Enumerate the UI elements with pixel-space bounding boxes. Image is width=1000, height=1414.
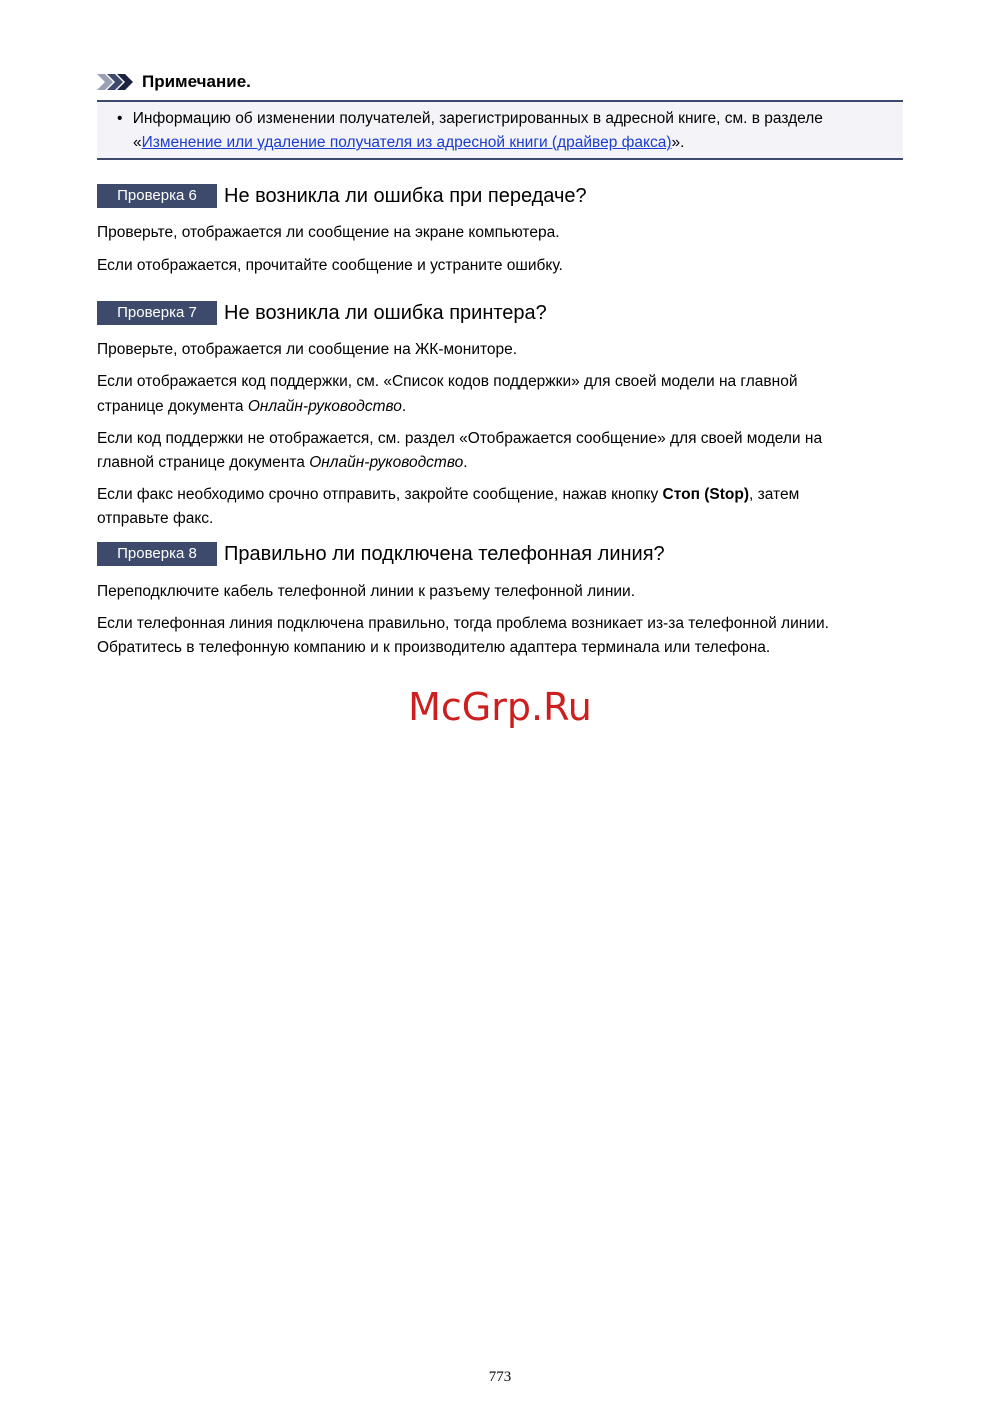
note-title: Примечание.: [142, 72, 251, 91]
paragraph: Если отображается код поддержки, см. «Список кодов поддержки» для своей модели на главной: [97, 373, 798, 390]
bullet: •: [117, 110, 123, 127]
text: странице документа: [97, 398, 248, 415]
text: .: [463, 454, 468, 471]
manual-title: Онлайн-руководство: [247, 398, 402, 415]
stop-button-name: Стоп (Stop): [662, 486, 750, 503]
note-text: Информацию об изменении получателей, зарегистрированных в адресной книге, см. в разделе: [132, 110, 823, 127]
paragraph: Если отображается, прочитайте сообщение и устраните ошибку.: [97, 257, 563, 274]
check-title: Не возникла ли ошибка принтера?: [224, 301, 547, 324]
check-title: Не возникла ли ошибка при передаче?: [224, 184, 587, 207]
text: главной странице документа: [97, 454, 310, 471]
manual-title: Онлайн-руководство: [309, 454, 464, 471]
text: , затем: [749, 486, 800, 503]
double-chevron-note-icon: [97, 72, 137, 92]
check-badge: Проверка 8: [97, 542, 217, 566]
paragraph: Если телефонная линия подключена правильно, тогда проблема возникает из-за телефонной линии.: [97, 615, 829, 632]
note-link[interactable]: Изменение или удаление получателя из адресной книги (драйвер факса): [141, 134, 672, 151]
paragraph: [97, 451, 468, 475]
paragraph: Если код поддержки не отображается, см. раздел «Отображается сообщение» для своей модели на: [97, 430, 823, 447]
paragraph: Переподключите кабель телефонной линии к разъему телефонной линии.: [97, 583, 635, 600]
note-box: [97, 100, 903, 160]
paragraph: [97, 483, 799, 507]
check-title: Правильно ли подключена телефонная линия?: [224, 542, 665, 565]
watermark: McGrp.Ru: [408, 685, 592, 729]
text: .: [401, 398, 407, 415]
note-header: [97, 72, 251, 92]
paragraph: отправьте факс.: [97, 510, 214, 527]
paragraph: Обратитесь в телефонную компанию и к производителю адаптера терминала или телефона.: [97, 639, 771, 656]
paragraph: Проверьте, отображается ли сообщение на экране компьютера.: [97, 224, 560, 241]
note-text-line-2: [133, 133, 684, 153]
check-7-heading: [97, 301, 547, 325]
note-text-line-1: [117, 109, 823, 129]
check-8-heading: [97, 542, 665, 566]
open-quote: «: [133, 134, 142, 151]
page-number: 773: [488, 1369, 512, 1385]
paragraph: Проверьте, отображается ли сообщение на ЖК-мониторе.: [97, 341, 518, 358]
check-6-heading: [97, 184, 587, 208]
text: Если факс необходимо срочно отправить, закройте сообщение, нажав кнопку: [97, 486, 663, 503]
check-badge: Проверка 6: [97, 184, 217, 208]
paragraph: [97, 395, 406, 419]
check-badge: Проверка 7: [97, 301, 217, 325]
close-quote: ».: [671, 134, 685, 151]
